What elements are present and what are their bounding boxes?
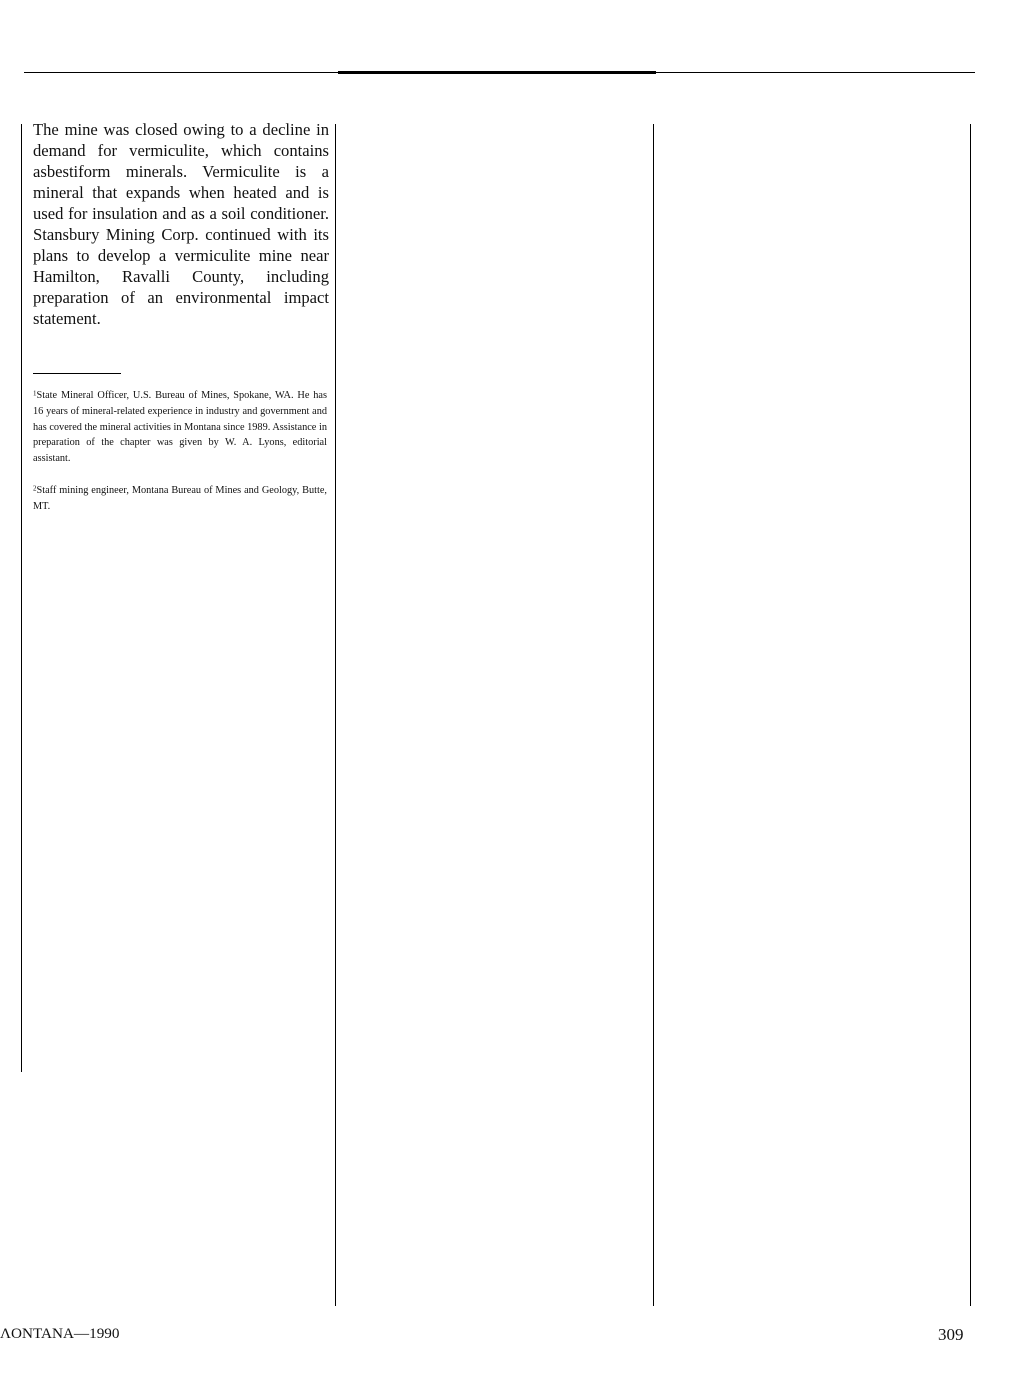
running-title: ɅONTANA—1990 — [0, 1325, 120, 1342]
column-divider-right — [970, 124, 971, 1306]
column-divider-1 — [335, 124, 336, 1306]
footnote-1 — [33, 388, 327, 467]
body-paragraph: The mine was closed owing to a decline in demand for vermiculite, which contains asbestiform minerals. Vermiculite is a mineral that expands when heated and is used for insulation and as a soil conditioner. Stansbury Mining Corp. continued with its plans to develop a vermiculite mine near Hamilton, Ravalli County, including preparation of an environmental impact statement. — [33, 120, 329, 328]
footnote-separator — [33, 373, 121, 374]
footnote-text: State Mineral Officer, U.S. Bureau of Mines, Spokane, WA. He has 16 years of mineral-related experience in industry and government and has covered the mineral activities in Montana since 1989. Assistance in preparation of the chapter was given by W. A. Lyons, editorial assistant. — [33, 390, 327, 465]
page-number: 309 — [938, 1325, 964, 1344]
column-divider-2 — [653, 124, 654, 1306]
footnote-2 — [33, 483, 327, 515]
footnote-text: Staff mining engineer, Montana Bureau of Mines and Geology, Butte, MT. — [33, 485, 327, 512]
top-rule-thick-segment — [338, 71, 656, 74]
column-divider-left — [21, 124, 22, 1072]
footnote-marker: 2 — [33, 484, 37, 493]
footnote-marker: 1 — [33, 389, 37, 398]
